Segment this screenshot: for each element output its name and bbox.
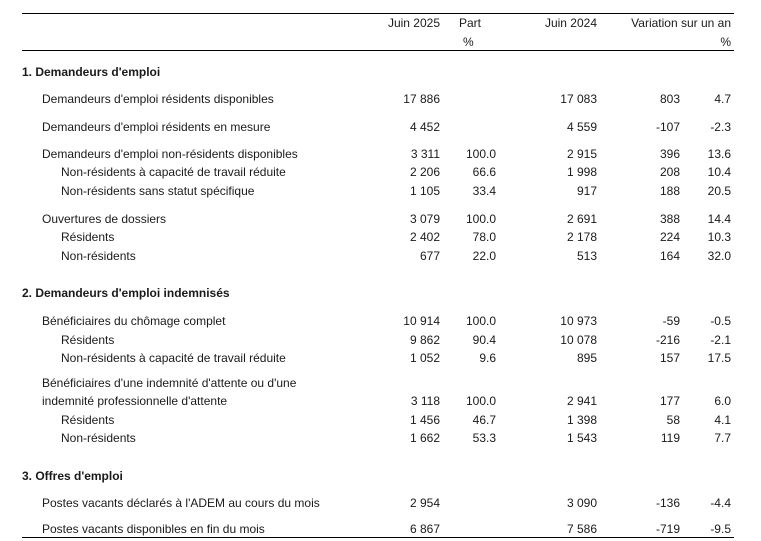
cell-variation: -719 — [655, 522, 680, 536]
cell-juin-2025: 10 914 — [403, 314, 440, 328]
table-row — [0, 313, 761, 329]
header-col-variation: Variation sur un an — [631, 16, 731, 30]
cell-variation: 188 — [659, 184, 680, 198]
row-label: Demandeurs d'emploi non-résidents disponibles — [42, 147, 298, 161]
header-col-2024: Juin 2024 — [544, 16, 597, 30]
cell-juin-2024: 10 078 — [560, 333, 597, 347]
section-title — [0, 285, 761, 301]
header-col-part: Part — [459, 16, 482, 30]
cell-variation: -216 — [655, 333, 680, 347]
cell-juin-2025: 3 311 — [410, 147, 440, 161]
cell-variation: -136 — [655, 496, 680, 510]
cell-juin-2024: 4 559 — [566, 120, 597, 134]
cell-part: 46.7 — [472, 413, 496, 427]
cell-variation-pct: -0.5 — [710, 314, 731, 328]
header-col-variation-unit: % — [720, 35, 731, 49]
cell-part: 78.0 — [472, 230, 496, 244]
cell-juin-2024: 1 998 — [566, 165, 597, 179]
row-label: Postes vacants déclarés à l'ADEM au cours du mois — [42, 496, 320, 510]
cell-variation: 208 — [659, 165, 680, 179]
cell-juin-2024: 1 398 — [566, 413, 597, 427]
cell-variation: -107 — [655, 120, 680, 134]
cell-juin-2025: 2 954 — [409, 496, 440, 510]
cell-juin-2024: 2 941 — [566, 394, 597, 408]
cell-part: 100.0 — [465, 394, 496, 408]
cell-variation: 58 — [666, 413, 680, 427]
cell-juin-2024: 1 543 — [566, 431, 597, 445]
cell-variation-pct: 4.7 — [714, 92, 731, 106]
table-row — [0, 495, 761, 511]
header-bottom-rule — [22, 50, 734, 51]
cell-variation-pct: -2.3 — [710, 120, 731, 134]
cell-variation-pct: 20.5 — [707, 184, 731, 198]
cell-juin-2024: 513 — [576, 249, 597, 263]
section-title-text: 2. Demandeurs d'emploi indemnisés — [22, 286, 230, 300]
row-label: Non-résidents à capacité de travail réduite — [61, 351, 286, 365]
row-label: Bénéficiaires du chômage complet — [42, 314, 226, 328]
table-row — [0, 91, 761, 107]
cell-juin-2024: 917 — [576, 184, 597, 198]
cell-variation: 396 — [659, 147, 680, 161]
row-label: Ouvertures de dossiers — [42, 212, 167, 226]
table-row — [0, 164, 761, 180]
cell-juin-2024: 2 178 — [566, 230, 597, 244]
table-row — [0, 211, 761, 227]
cell-variation-pct: 13.6 — [707, 147, 731, 161]
cell-variation-pct: 14.4 — [707, 212, 731, 226]
row-label: Bénéficiaires d'une indemnité d'attente ou d'une — [42, 376, 297, 390]
cell-juin-2025: 1 052 — [409, 351, 440, 365]
row-label: Résidents — [61, 333, 115, 347]
cell-juin-2025: 2 206 — [409, 165, 440, 179]
cell-variation-pct: -4.4 — [710, 496, 731, 510]
cell-variation: -59 — [662, 314, 680, 328]
table-row — [0, 146, 761, 162]
row-label: Résidents — [61, 413, 115, 427]
cell-variation-pct: -9.5 — [710, 522, 731, 536]
cell-juin-2024: 17 083 — [560, 92, 597, 106]
row-label: Non-résidents à capacité de travail réduite — [61, 165, 286, 179]
cell-part: 33.4 — [472, 184, 496, 198]
cell-part: 100.0 — [465, 314, 496, 328]
cell-juin-2025: 17 886 — [403, 92, 440, 106]
row-label: Non-résidents — [61, 431, 136, 445]
cell-variation: 388 — [659, 212, 680, 226]
cell-variation-pct: -2.1 — [710, 333, 731, 347]
row-label: Non-résidents — [61, 249, 136, 263]
row-label: Demandeurs d'emploi résidents disponibles — [42, 92, 274, 106]
cell-juin-2024: 2 915 — [566, 147, 597, 161]
table-row — [0, 183, 761, 199]
cell-variation-pct: 10.3 — [707, 230, 731, 244]
row-label: Postes vacants disponibles en fin du mois — [42, 522, 265, 536]
cell-variation-pct: 4.1 — [714, 413, 731, 427]
cell-juin-2025: 677 — [419, 249, 440, 263]
table-row — [0, 229, 761, 245]
cell-variation-pct: 10.4 — [707, 165, 731, 179]
cell-juin-2025: 9 862 — [409, 333, 440, 347]
table-row — [0, 248, 761, 264]
row-label: Demandeurs d'emploi résidents en mesure — [42, 120, 271, 134]
cell-juin-2025: 4 452 — [409, 120, 440, 134]
cell-variation-pct: 6.0 — [714, 394, 731, 408]
row-label: Résidents — [61, 230, 115, 244]
table-row — [0, 375, 761, 391]
section-title-text: 3. Offres d'emploi — [22, 469, 123, 483]
cell-juin-2025: 3 118 — [410, 394, 440, 408]
cell-juin-2025: 1 662 — [409, 431, 440, 445]
cell-juin-2025: 1 105 — [409, 184, 440, 198]
cell-juin-2024: 3 090 — [566, 496, 597, 510]
section-title-text: 1. Demandeurs d'emploi — [22, 65, 161, 79]
cell-variation-pct: 32.0 — [707, 249, 731, 263]
table-row — [0, 119, 761, 135]
section-title — [0, 468, 761, 484]
table-row — [0, 430, 761, 446]
header-col-part-unit: % — [463, 35, 474, 49]
cell-variation: 224 — [659, 230, 680, 244]
table-bottom-rule — [22, 537, 734, 538]
table-row — [0, 393, 761, 409]
cell-variation: 119 — [660, 431, 680, 445]
cell-part: 22.0 — [472, 249, 496, 263]
cell-variation: 803 — [659, 92, 680, 106]
cell-variation: 164 — [659, 249, 680, 263]
cell-variation-pct: 17.5 — [707, 351, 731, 365]
cell-juin-2024: 10 973 — [560, 314, 597, 328]
row-label: indemnité professionnelle d'attente — [42, 394, 228, 408]
table-row — [0, 521, 761, 537]
cell-juin-2024: 2 691 — [566, 212, 597, 226]
cell-part: 9.6 — [479, 351, 496, 365]
table-row — [0, 332, 761, 348]
table-top-rule — [22, 13, 734, 14]
cell-variation: 157 — [659, 351, 680, 365]
row-label: Non-résidents sans statut spécifique — [61, 184, 255, 198]
cell-variation-pct: 7.7 — [714, 431, 731, 445]
table-row — [0, 350, 761, 366]
cell-juin-2025: 2 402 — [409, 230, 440, 244]
cell-part: 66.6 — [472, 165, 496, 179]
cell-part: 100.0 — [465, 212, 496, 226]
table-row — [0, 412, 761, 428]
cell-part: 53.3 — [472, 431, 496, 445]
section-title — [0, 64, 761, 80]
cell-juin-2024: 895 — [576, 351, 597, 365]
cell-part: 90.4 — [472, 333, 496, 347]
cell-variation: 177 — [659, 394, 680, 408]
cell-juin-2024: 7 586 — [566, 522, 597, 536]
cell-juin-2025: 3 079 — [409, 212, 440, 226]
cell-juin-2025: 6 867 — [409, 522, 440, 536]
cell-juin-2025: 1 456 — [409, 413, 440, 427]
header-col-2025: Juin 2025 — [387, 16, 440, 30]
cell-part: 100.0 — [465, 147, 496, 161]
